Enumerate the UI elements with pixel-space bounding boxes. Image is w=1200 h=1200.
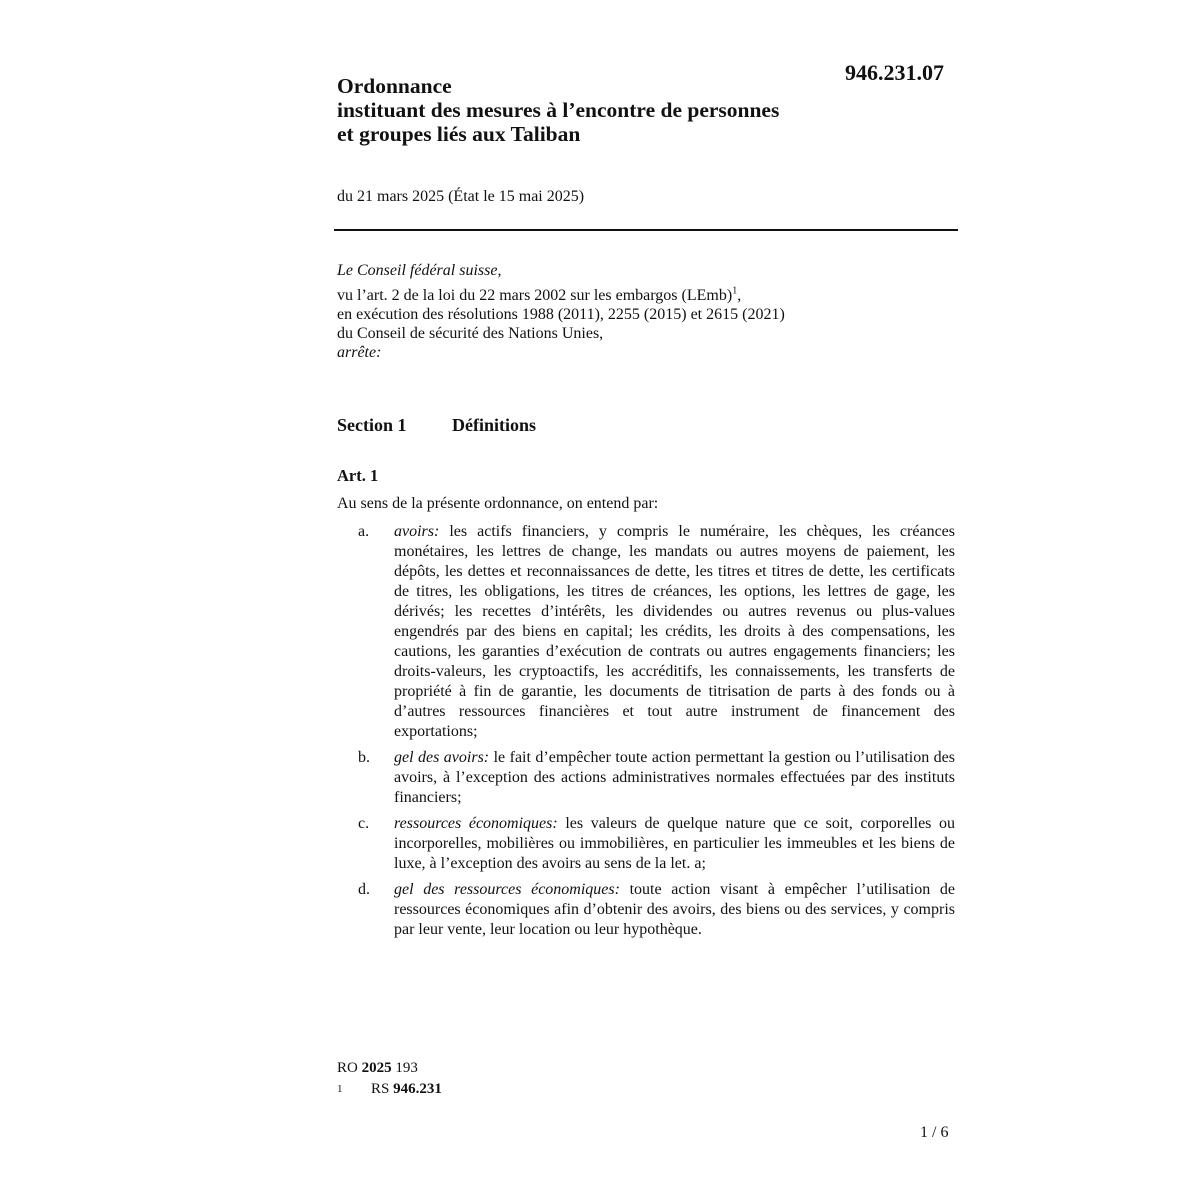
article-intro: Au sens de la présente ordonnance, on entend par: bbox=[337, 495, 659, 512]
section-heading bbox=[337, 415, 536, 436]
document-date: du 21 mars 2025 (État le 15 mai 2025) bbox=[337, 188, 585, 205]
item-term: ressources économiques: bbox=[394, 815, 558, 832]
footer-notes bbox=[337, 1058, 442, 1100]
footnote-link[interactable]: 946.231 bbox=[393, 1081, 442, 1097]
list-item bbox=[337, 880, 955, 940]
ro-reference: RO 2025 193 bbox=[337, 1060, 418, 1076]
preamble-basis-line-1: vu l’art. 2 de la loi du 22 mars 2002 sur les embargos (LEmb)$^1$, bbox=[337, 285, 742, 304]
item-term: gel des ressources économiques: bbox=[394, 881, 620, 898]
item-letter: d. bbox=[358, 881, 370, 898]
item-letter: c. bbox=[358, 815, 370, 832]
item-term: avoirs: bbox=[394, 523, 440, 540]
list-item bbox=[337, 522, 955, 742]
title-line-1: Ordonnance bbox=[337, 74, 452, 98]
list-item bbox=[337, 814, 955, 874]
title-line-2: instituant des mesures à l’encontre de personnes bbox=[337, 98, 780, 122]
footnote-number: 1 bbox=[337, 1083, 343, 1095]
list-item bbox=[337, 748, 955, 808]
item-letter: a. bbox=[358, 523, 370, 540]
definitions-list bbox=[337, 522, 955, 946]
item-text: les actifs financiers, y compris le numéraire, les chèques, les créances monétaires, les lettres de change, les mandats ou autres moyens de paiement, les dépôts, les dettes et reconnaissances de dette, les titres et titres de dette, les certificats de titres, les obligations, les titres de créances, les options, les lettres de gage, les dérivés; les recettes d’intérêts, les dividendes ou autres revenus ou plus-values engendrés par des biens en capital; les crédits, les droits à des compensations, les cautions, les garanties d’exécution de contrats ou autres engagements financiers; les droits-valeurs, les cryptoactifs, les accréditifs, les connaissements, les transferts de propriété à fin de garantie, les documents de titrisation de parts à des fonds ou à d’autres ressources financières et tout autre instrument de financement des exportations; bbox=[394, 523, 955, 740]
section-title: Définitions bbox=[452, 415, 537, 435]
preamble bbox=[337, 261, 785, 362]
item-text: toute action visant à empêcher l’utilisation de ressources économiques afin d’obtenir des avoirs, des biens ou des services, y compris par leur vente, leur location ou leur hypothèque. bbox=[394, 881, 955, 938]
preamble-basis-line-2: en exécution des résolutions 1988 (2011), 2255 (2015) et 2615 (2021) bbox=[337, 306, 785, 323]
page-number: 1 / 6 bbox=[920, 1124, 949, 1141]
item-term: gel des avoirs: bbox=[394, 749, 490, 766]
preamble-basis-line-3: du Conseil de sécurité des Nations Unies, bbox=[337, 325, 604, 342]
article-heading: Art. 1 bbox=[337, 466, 379, 485]
item-text: les valeurs de quelque nature que ce soit, corporelles ou incorporelles, mobilières ou immobilières, en particulier les immeubles et les biens de luxe, à l’exception des avoirs au sens de la let. a; bbox=[394, 815, 956, 872]
item-letter: b. bbox=[358, 749, 370, 766]
footnote-1: 1 RS 946.231 bbox=[337, 1079, 442, 1100]
footnote-ref[interactable]: 1 bbox=[732, 285, 738, 297]
document-title bbox=[337, 74, 779, 146]
preamble-council: Le Conseil fédéral suisse, bbox=[337, 262, 502, 279]
sr-number: 946.231.07 bbox=[845, 60, 944, 85]
title-line-3: et groupes liés aux Taliban bbox=[337, 122, 581, 146]
title-divider bbox=[334, 229, 958, 231]
section-label: Section 1 bbox=[337, 415, 407, 435]
preamble-decrees: arrête: bbox=[337, 344, 382, 361]
item-text: le fait d’empêcher toute action permettant la gestion ou l’utilisation des avoirs, à l’exception des actions administratives normales effectuées par des instituts financiers; bbox=[394, 749, 955, 806]
